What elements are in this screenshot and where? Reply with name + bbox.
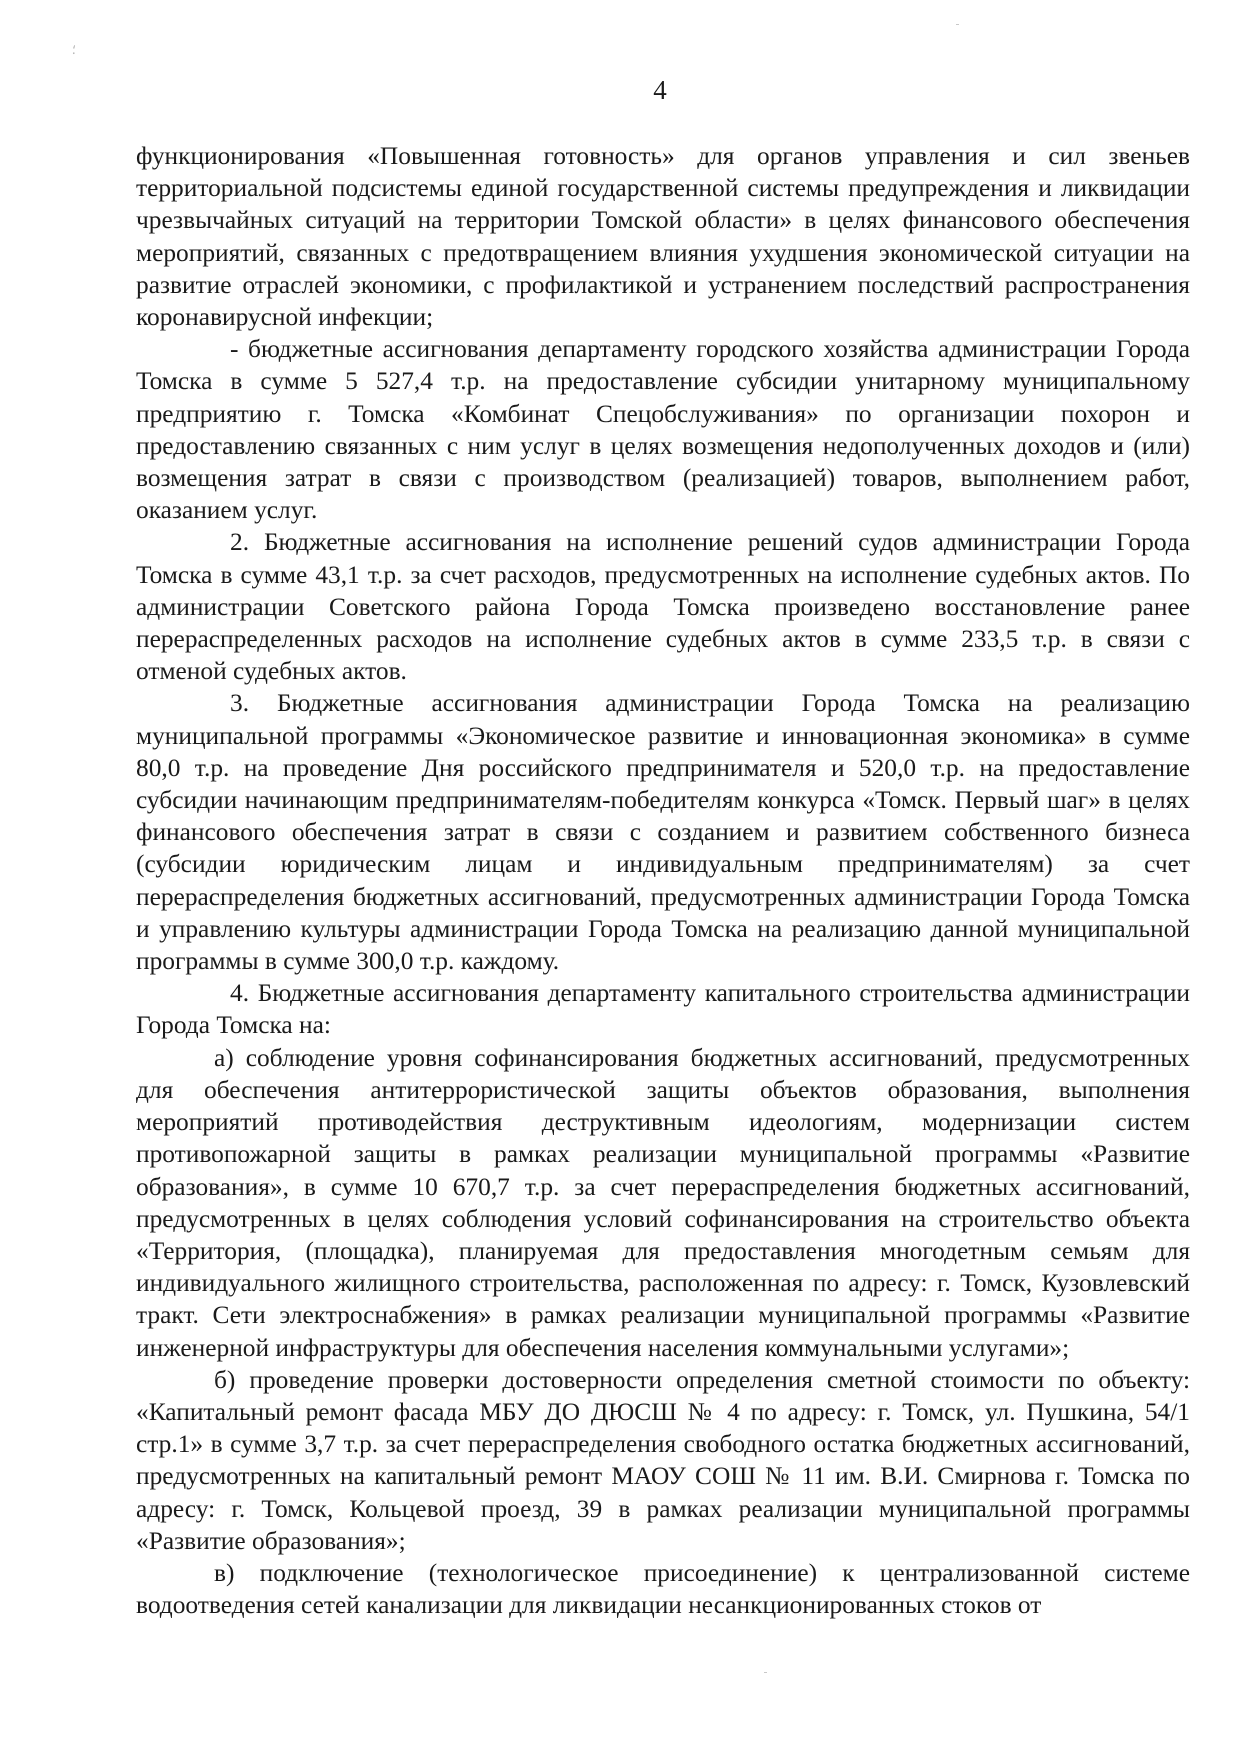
scan-margin-mark: ⸵ [72, 43, 76, 58]
page-number: 4 [653, 75, 667, 105]
paragraph-item-2-court-decisions: 2. Бюджетные ассигнования на исполнение решений судов администрации Города Томска в сумме 43,1 т.р. за счет расходов, предусмотренных на исполнение судебных актов. По администрации Советского района Города Томска произведено восстановление ранее перераспределенных расходов на исполнение судебных актов в сумме 233,5 т.р. в связи с отменой судебных актов. [136, 528, 1190, 686]
paragraph-continuation: функционирования «Повышенная готовность» для органов управления и сил звеньев территориальной подсистемы единой государственной системы предупреждения и ликвидации чрезвычайных ситуаций на территории Томской области» в целях финансового обеспечения мероприятий, связанных с предотвращением влияния ухудшения экономической ситуации на развитие отраслей экономики, с профилактикой и устранением последствий распространения коронавирусной инфекции; [136, 142, 1190, 332]
paragraph-item-4-capital-construction: 4. Бюджетные ассигнования департаменту капитального строительства администрации Города Томска на: [136, 979, 1190, 1040]
paragraph-item-3-economic-program: 3. Бюджетные ассигнования администрации Города Томска на реализацию муниципальной программы «Экономическое развитие и инновационная экономика» в сумме 80,0 т.р. на проведение Дня российского предпринимателя и 520,0 т.р. на предоставление субсидии начинающим предпринимателям-победителям конкурса «Томск. Первый шаг» в целях финансового обеспечения затрат в связи с созданием и развитием собственного бизнеса (субсидии юридическим лицам и индивидуальным предпринимателям) за счет перераспределения бюджетных ассигнований, предусмотренных администрации Города Томска и управлению культуры администрации Города Томска на реализацию данной муниципальной программы в сумме 300,0 т.р. каждому. [136, 689, 1190, 976]
paragraph-city-economy-subsidy: - бюджетные ассигнования департаменту городского хозяйства администрации Города Томска в сумме 5 527,4 т.р. на предоставление субсидии унитарному муниципальному предприятию г. Томска «Комбинат Спецобслуживания» по организации похорон и предоставлению связанных с ним услуг в целях возмещения недополученных доходов и (или) возмещения затрат в связи с производством (реализацией) товаров, выполнением работ, оказанием услуг. [136, 335, 1190, 525]
scan-speck [956, 24, 959, 25]
paragraph-item-4a-cofinancing: а) соблюдение уровня софинансирования бюджетных ассигнований, предусмотренных для обеспечения антитеррористической защиты объектов образования, выполнения мероприятий противодействия деструктивным идеологиям, модернизации систем противопожарной защиты в рамках реализации муниципальной программы «Развитие образования», в сумме 10 670,7 т.р. за счет перераспределения бюджетных ассигнований, предусмотренных в целях соблюдения условий софинансирования на строительство объекта «Территория, (площадка), планируемая для предоставления многодетным семьям для индивидуального жилищного строительства, расположенная по адресу: г. Томск, Кузовлевский тракт. Сети электроснабжения» в рамках реализации муниципальной программы «Развитие инженерной инфраструктуры для обеспечения населения коммунальными услугами»; [136, 1043, 1190, 1362]
scan-speck [764, 1672, 767, 1673]
paragraph-item-4c-sewerage-connection: в) подключение (технологическое присоединение) к централизованной системе водоотведения сетей канализации для ликвидации несанкционированных стоков от [136, 1558, 1190, 1620]
document-body [136, 140, 1190, 1621]
paragraph-item-4b-cost-verification: б) проведение проверки достоверности определения сметной стоимости по объекту: «Капитальный ремонт фасада МБУ ДО ДЮСШ № 4 по адресу: г. Томск, ул. Пушкина, 54/1 стр.1» в сумме 3,7 т.р. за счет перераспределения свободного остатка бюджетных ассигнований, предусмотренных на капитальный ремонт МАОУ СОШ № 11 им. В.И. Смирнова г. Томска по адресу: г. Томск, Кольцевой проезд, 39 в рамках реализации муниципальной программы «Развитие образования»; [136, 1365, 1190, 1555]
